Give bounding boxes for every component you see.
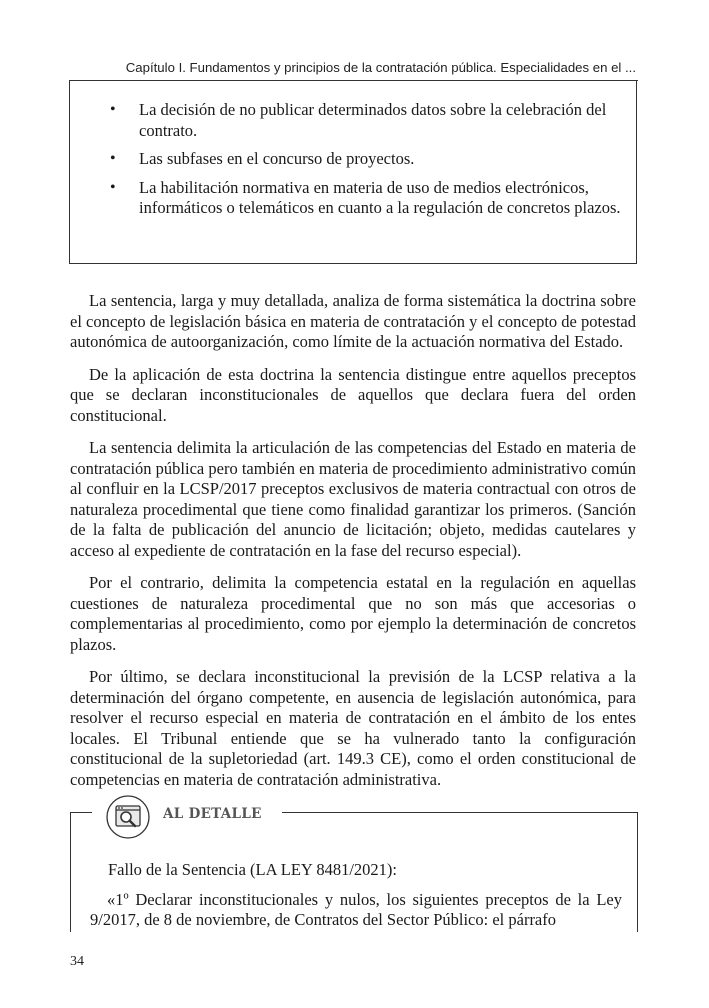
detail-box-title: AL DETALLE bbox=[163, 806, 262, 822]
body-text bbox=[70, 291, 636, 802]
bullet-icon: • bbox=[110, 150, 116, 167]
page-number: 34 bbox=[70, 954, 84, 969]
detail-quote: «1º Declarar inconstitucionales y nulos, los siguientes preceptos de la Ley 9/2017, de 8 de noviembre, de Contratos del Sector Público: el párrafo bbox=[90, 889, 622, 929]
paragraph: Por el contrario, delimita la competencia estatal en la regulación en aquellas cuestiones de naturaleza procedimental que no son más que accesorias o complementarias al procedimiento, como por ejemplo la determinación de concretos plazos. bbox=[70, 573, 636, 654]
list-item bbox=[110, 100, 622, 141]
magnifier-window-icon bbox=[106, 795, 150, 839]
bullet-icon: • bbox=[110, 178, 116, 196]
detail-box-content bbox=[90, 860, 622, 940]
bullet-list bbox=[110, 100, 622, 227]
list-item-text: La decisión de no publicar determinados datos sobre la celebración del contrato. bbox=[139, 100, 607, 140]
list-item-text: La habilitación normativa en materia de uso de medios electrónicos, informáticos o telemáticos en cuanto a la regulación de concretos plazos. bbox=[139, 177, 621, 217]
paragraph: La sentencia, larga y muy detallada, analiza de forma sistemática la doctrina sobre el concepto de legislación básica en materia de contratación y el concepto de potestad autonómica de autoorganización, como límite de la actuación normativa del Estado. bbox=[70, 291, 636, 351]
bullet-icon: • bbox=[110, 101, 116, 118]
paragraph: Por último, se declara inconstitucional la previsión de la LCSP relativa a la determinación del órgano competente, en ausencia de legislación autonómica, para resolver el recurso especial en materia de contratación en el ámbito de los entes locales. El Tribunal entiende que se ha vulnerado tanto la configuración constitucional de la supletoriedad (art. 149.3 CE), como el orden constitucional de competencias en materia de contratación administrativa. bbox=[70, 667, 636, 789]
list-item bbox=[110, 149, 622, 170]
paragraph: De la aplicación de esta doctrina la sentencia distingue entre aquellos preceptos que se declaran inconstitucionales de aquellos que declara fuera del orden constitucional. bbox=[70, 364, 636, 425]
detail-box-top-rule-left bbox=[70, 812, 92, 813]
detail-box-top-rule-right bbox=[282, 812, 638, 813]
running-head: Capítulo I. Fundamentos y principios de la contratación pública. Especialidades en el ... bbox=[125, 60, 636, 75]
list-item-text: Las subfases en el concurso de proyectos. bbox=[139, 149, 415, 168]
detail-intro: Fallo de la Sentencia (LA LEY 8481/2021): bbox=[108, 860, 397, 879]
paragraph: La sentencia delimita la articulación de las competencias del Estado en materia de contratación pública pero también en materia de procedimiento administrativo común al confluir en la LCSP/2017 preceptos exclusivos de materia contractual con otros de naturaleza procedimental que tiene como finalidad garantizar los primeros. (Sanción de la falta de publicación del anuncio de licitación; objeto, medidas cautelares y acceso al expediente de contratación en la fase del recurso especial). bbox=[70, 438, 636, 560]
list-item bbox=[110, 178, 622, 219]
